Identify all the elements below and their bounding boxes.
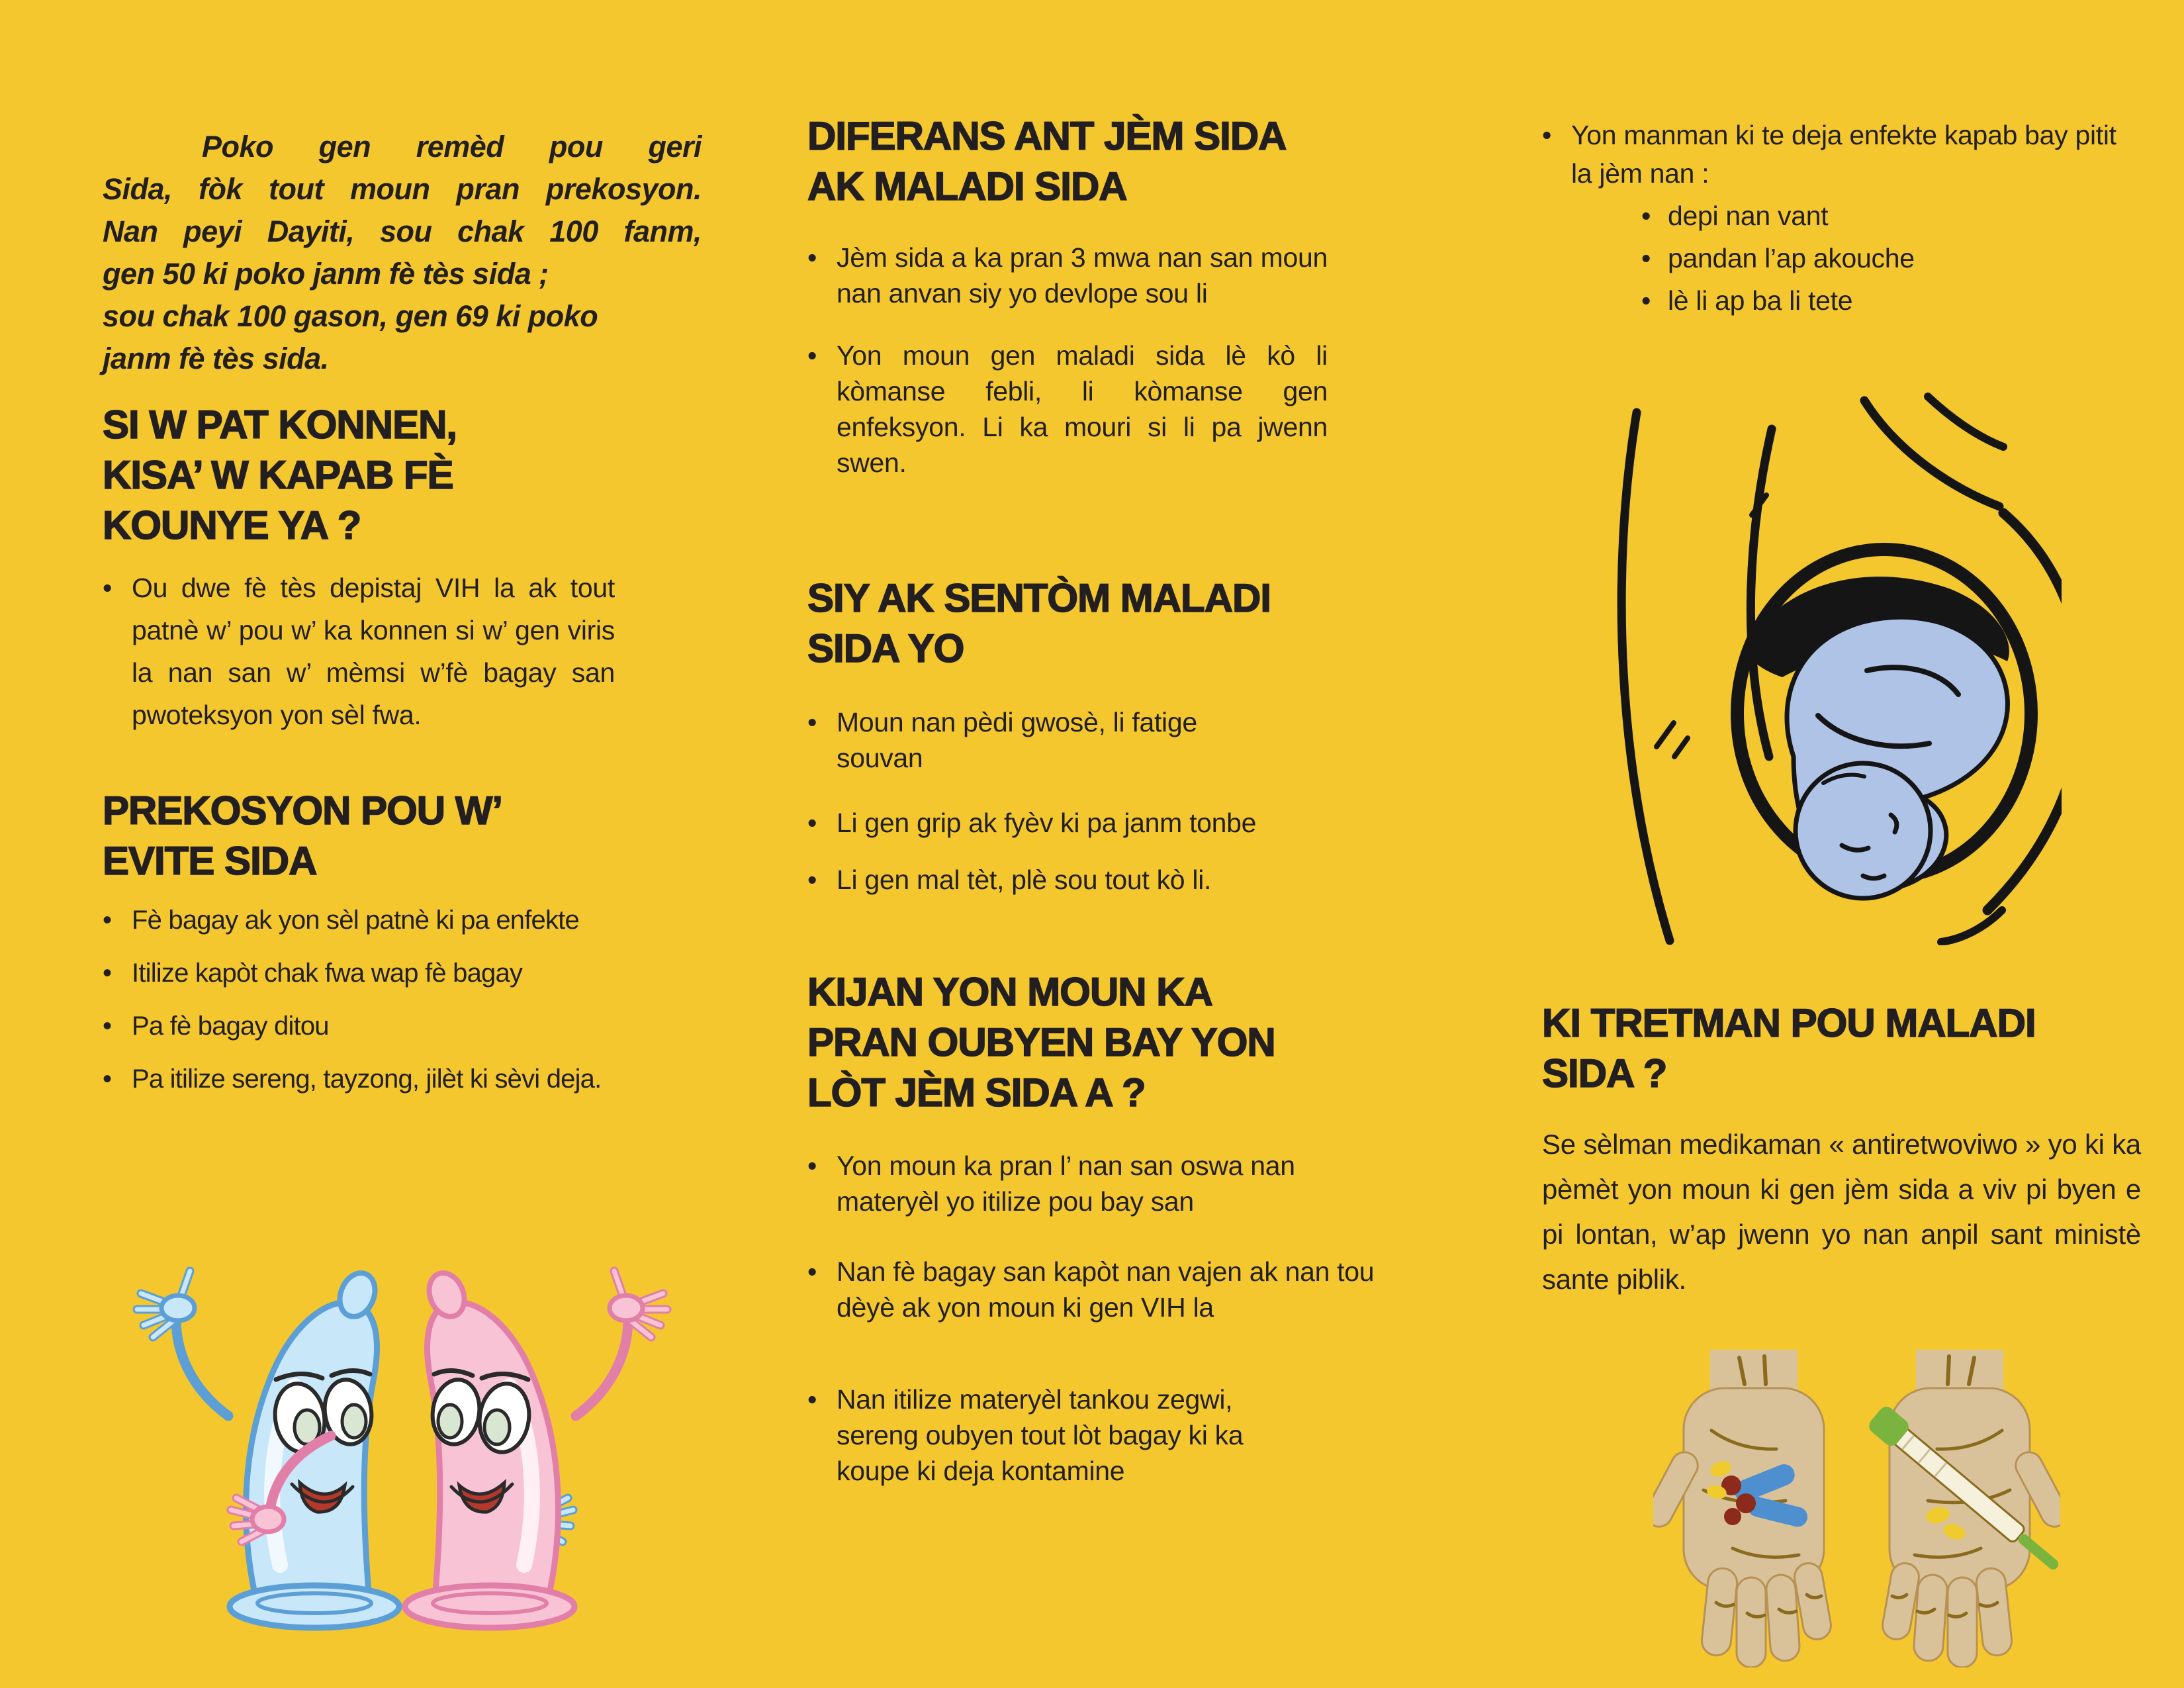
bullet-weight-loss	[807, 704, 1416, 776]
list-item	[103, 1007, 702, 1045]
bullet-dot: •	[807, 340, 817, 371]
bullet-text: Pa fè bagay ditou	[132, 1011, 329, 1041]
bullet-dot: •	[103, 1064, 112, 1094]
bullet-dot: •	[1641, 285, 1651, 316]
bullet-dot: •	[807, 1150, 817, 1181]
bullet-text: Ou dwe fè tès depistaj VIH la ak tout patnè w’ pou w’ ka konnen si w’ gen viris la nan san w’ mèmsi w’fè bagay san pwoteksyon yon sèl fwa.	[132, 573, 615, 730]
column-right	[1542, 116, 2141, 1667]
list-item	[103, 901, 702, 939]
intro-line: gen 50 ki poko janm fè tès sida ;	[103, 257, 549, 291]
bullet-text: Li gen mal tèt, plè sou tout kò li.	[837, 865, 1212, 895]
bullet-dot: •	[1641, 201, 1651, 231]
bullet-text: Nan itilize materyèl tankou zegwi, sereng oubyen tout lòt bagay ki ka koupe ki deja kontamine	[837, 1384, 1244, 1486]
bullet-dot: •	[807, 865, 817, 895]
intro-paragraph	[103, 126, 702, 380]
bullet-text: Yon moun gen maladi sida lè kò li kòmanse febli, li kòmanse gen enfeksyon. Li ka mouri si li pa jwenn swen.	[837, 340, 1328, 478]
bullet-headache	[807, 862, 1416, 898]
intro-line: Poko gen remèd pou geri	[202, 130, 702, 164]
bullet-text: lè li ap ba li tete	[1668, 285, 1853, 316]
heading-line: SIDA YO	[807, 626, 964, 671]
intro-line: Sida, fòk tout moun pran prekosyon.	[103, 172, 702, 206]
list-item	[1641, 281, 2141, 320]
hands-medicine-illustration	[1653, 1350, 2060, 1667]
intro-line: Nan peyi Dayiti, sou chak 100 fanm,	[103, 214, 702, 248]
heading-line: LÒT JÈM SIDA A ?	[807, 1070, 1146, 1115]
heading-what-can-you-do	[103, 400, 702, 551]
bullet-dot: •	[807, 808, 817, 838]
bullet-germ-3-months	[807, 240, 1416, 311]
bullet-dot: •	[103, 1011, 112, 1041]
bullet-text: Jèm sida a ka pran 3 mwa nan san moun nan anvan siy yo devlope sou li	[837, 242, 1328, 308]
condom-mascots-illustration	[103, 1221, 702, 1631]
bullet-dot: •	[103, 573, 113, 603]
mother-transmission-sublist	[1542, 197, 2141, 320]
treatment-paragraph: Se sèlman medikaman « antiretwoviwo » yo ki ka pèmèt yon moun ki gen jèm sida a viv pi byen e pi lontan, w’ap jwenn yo nan anpil sant ministè sante piblik.	[1542, 1129, 2141, 1295]
bullet-disease-definition	[807, 338, 1416, 481]
heading-line: PRAN OUBYEN BAY YON	[807, 1020, 1275, 1064]
heading-line: DIFERANS ANT JÈM SIDA	[807, 114, 1287, 158]
bullet-text: Fè bagay ak yon sèl patnè ki pa enfekte	[132, 906, 579, 935]
heading-precautions	[103, 786, 702, 886]
heading-line: SIY AK SENTÒM MALADI	[807, 576, 1271, 620]
heading-line: SI W PAT KONNEN,	[103, 402, 457, 447]
bullet-dot: •	[807, 242, 817, 273]
heading-line: KIJAN YON MOUN KA	[807, 970, 1212, 1014]
bullet-flu-fever	[807, 805, 1416, 841]
bullet-unprotected-sex	[807, 1254, 1416, 1325]
heading-line: PREKOSYON POU W’	[103, 788, 503, 833]
column-middle	[807, 111, 1416, 1489]
heading-line: KISA’ W KAPAB FÈ	[103, 453, 453, 497]
bullet-dot: •	[1542, 120, 1552, 150]
list-item	[1641, 197, 2141, 235]
bullet-dot: •	[103, 906, 112, 935]
bullet-text: depi nan vant	[1668, 201, 1829, 231]
bullet-mother-transmission	[1542, 116, 2141, 193]
bullet-dot: •	[807, 1256, 817, 1287]
intro-line: sou chak 100 gason, gen 69 ki poko	[103, 299, 598, 333]
bullet-contaminated-materials	[807, 1382, 1416, 1489]
column-left	[103, 126, 702, 1631]
heading-signs-symptoms	[807, 573, 1416, 674]
bullet-dot: •	[1641, 243, 1651, 273]
bullet-dot: •	[103, 959, 112, 988]
intro-line: janm fè tès sida.	[103, 342, 329, 375]
bullet-dot: •	[807, 707, 817, 737]
heading-how-transmitted	[807, 967, 1416, 1118]
bullet-text: Li gen grip ak fyèv ki pa janm tonbe	[837, 808, 1257, 838]
heading-treatment	[1542, 998, 2141, 1099]
bullet-text: Yon moun ka pran l’ nan san oswa nan materyèl yo itilize pou bay san	[837, 1150, 1295, 1217]
heading-line: EVITE SIDA	[103, 839, 317, 883]
bullet-dot: •	[807, 1384, 817, 1415]
heading-line: AK MALADI SIDA	[807, 164, 1127, 209]
precautions-list	[103, 901, 702, 1098]
bullet-text: Pa itilize sereng, tayzong, jilèt ki sèvi deja.	[132, 1064, 602, 1094]
bullet-text: Itilize kapòt chak fwa wap fè bagay	[132, 959, 523, 988]
heading-line: KOUNYE YA ?	[103, 503, 361, 547]
list-item	[1641, 239, 2141, 277]
heading-difference-germ-disease	[807, 111, 1416, 212]
bullet-test-advice	[103, 567, 702, 736]
bullet-blood-transmission	[807, 1148, 1416, 1219]
list-item	[103, 954, 702, 992]
bullet-text: pandan l’ap akouche	[1668, 243, 1915, 273]
heading-line: SIDA ?	[1542, 1051, 1667, 1096]
heading-line: KI TRETMAN POU MALADI	[1542, 1001, 2036, 1045]
bullet-text: Yon manman ki te deja enfekte kapab bay pitit la jèm nan :	[1571, 120, 2116, 189]
fetus-figure	[1787, 617, 2007, 898]
list-item	[103, 1060, 702, 1098]
bullet-text: Moun nan pèdi gwosè, li fatige souvan	[837, 707, 1197, 773]
pregnant-woman-illustration	[1578, 386, 2062, 945]
bullet-text: Nan fè bagay san kapòt nan vajen ak nan tou dèyè ak yon moun ki gen VIH la	[837, 1256, 1375, 1323]
